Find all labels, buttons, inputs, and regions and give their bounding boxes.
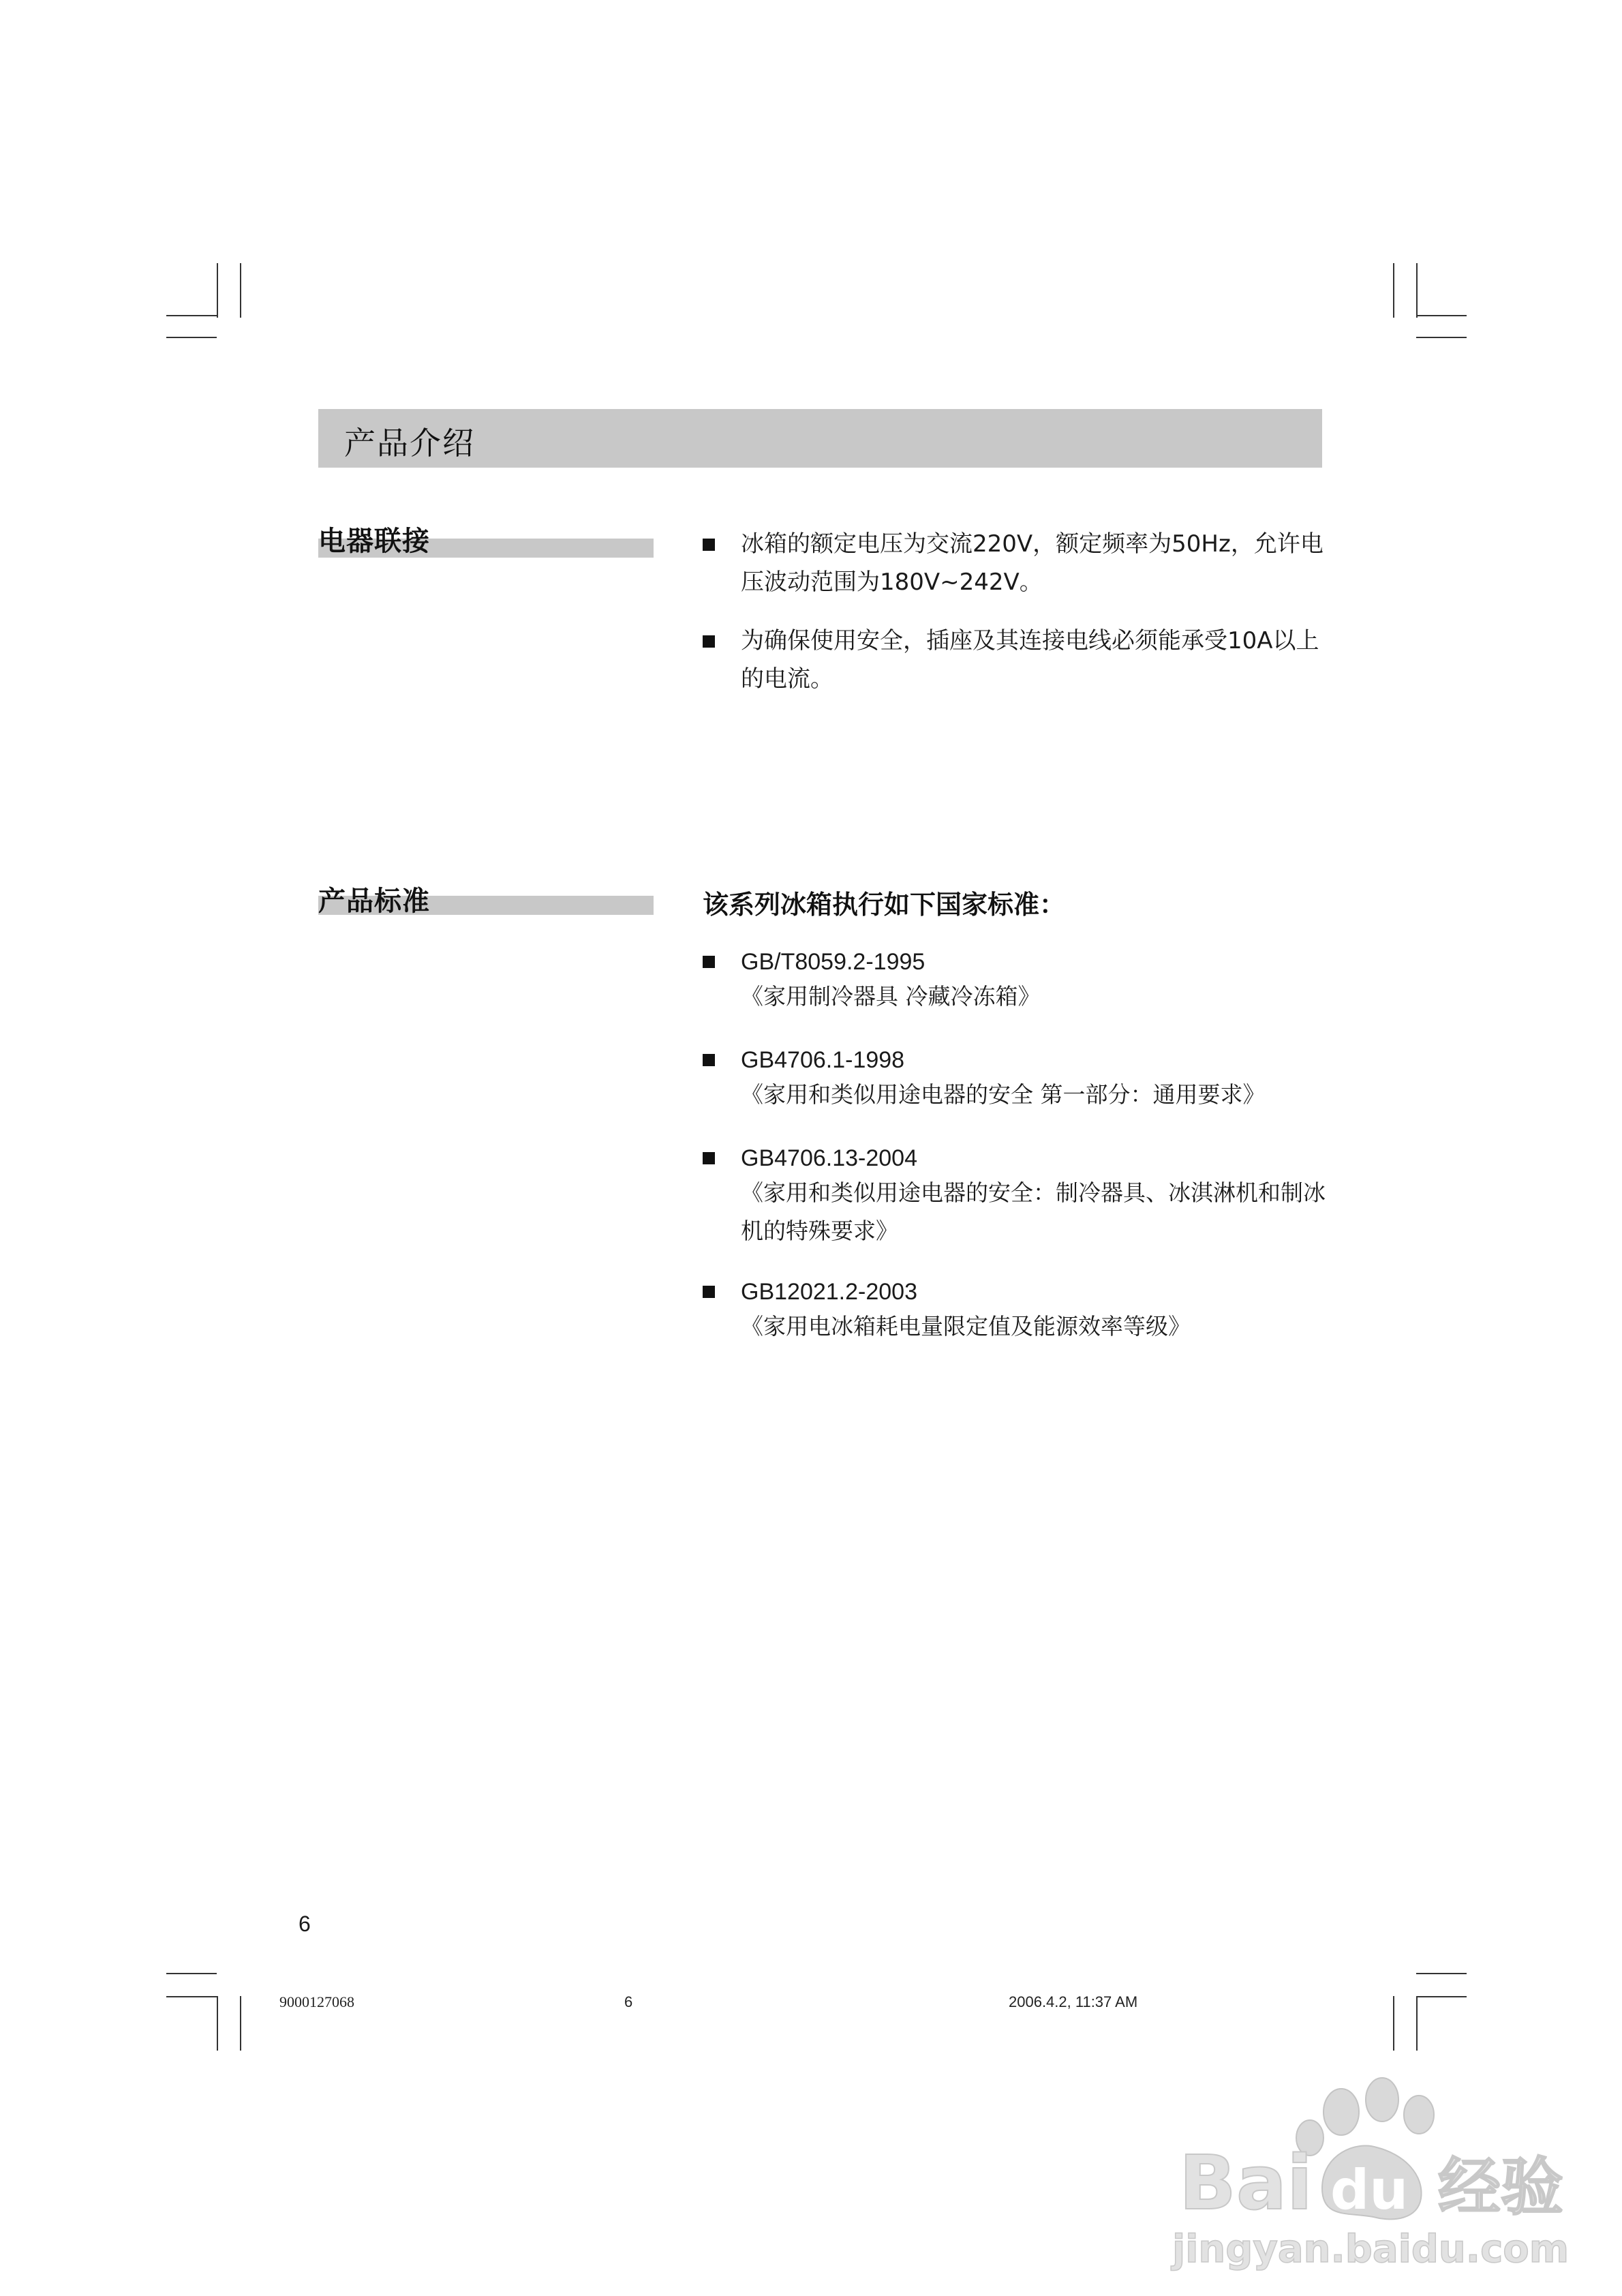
page-title-bar — [318, 409, 1322, 468]
crop-mark — [217, 1996, 218, 2051]
section-heading-electrical — [318, 519, 654, 560]
crop-mark — [1393, 263, 1394, 318]
bullet-icon — [703, 1286, 715, 1298]
standards-intro: 该系列冰箱执行如下国家标准： — [703, 890, 1066, 920]
crop-mark — [1393, 1996, 1394, 2051]
watermark-brand-cn: 经验 — [1438, 2151, 1564, 2224]
watermark-brand-suffix: du — [1330, 2158, 1409, 2222]
crop-mark — [1416, 1973, 1467, 1974]
standard-name: 《家用电冰箱耗电量限定值及能源效率等级》 — [741, 1313, 1191, 1340]
crop-mark — [240, 263, 241, 318]
section-heading-label: 电器联接 — [318, 526, 430, 557]
crop-mark — [1416, 1996, 1467, 1997]
crop-mark — [217, 263, 218, 318]
page-title: 产品介绍 — [344, 425, 475, 462]
standard-name: 《家用制冷器具 冷藏冷冻箱》 — [741, 983, 1041, 1010]
bullet-icon — [703, 635, 715, 648]
crop-mark — [166, 337, 217, 338]
standard-code: GB4706.13-2004 — [741, 1145, 917, 1171]
crop-mark — [166, 315, 217, 316]
section-heading-standards — [318, 879, 654, 920]
standard-name: 《家用和类似用途电器的安全：制冷器具、冰淇淋机和制冰机的特殊要求》 — [741, 1179, 1326, 1244]
electrical-item-1: 冰箱的额定电压为交流220V，额定频率为50Hz，允许电压波动范围为180V~242V。 — [741, 530, 1323, 596]
bullet-icon — [703, 1152, 715, 1164]
bullet-icon — [703, 956, 715, 968]
standard-name: 《家用和类似用途电器的安全 第一部分：通用要求》 — [741, 1081, 1266, 1108]
electrical-item-2: 为确保使用安全，插座及其连接电线必须能承受10A以上的电流。 — [741, 627, 1319, 693]
crop-mark — [1416, 263, 1418, 318]
bullet-icon — [703, 539, 715, 551]
crop-mark — [166, 1973, 217, 1974]
watermark-brand-latin: Bai — [1179, 2139, 1313, 2226]
watermark-url: jingyan.baidu.com — [1172, 2227, 1570, 2271]
bullet-icon — [703, 1054, 715, 1066]
standard-code: GB4706.1-1998 — [741, 1047, 905, 1073]
footer-doc-id: 9000127068 — [279, 1993, 354, 2010]
standard-code: GB12021.2-2003 — [741, 1279, 917, 1305]
footer-timestamp: 2006.4.2, 11:37 AM — [1009, 1993, 1138, 2010]
crop-mark — [1416, 1996, 1418, 2051]
page-number: 6 — [299, 1912, 311, 1936]
footer-page: 6 — [624, 1993, 633, 2010]
crop-mark — [240, 1996, 241, 2051]
standard-code: GB/T8059.2-1995 — [741, 949, 925, 975]
crop-mark — [166, 1996, 217, 1997]
crop-mark — [1416, 315, 1467, 316]
baidu-paw-logo-icon — [1152, 2072, 1588, 2277]
section-heading-label: 产品标准 — [318, 886, 430, 917]
baidu-jingyan-watermark — [1152, 2072, 1588, 2277]
crop-mark — [1416, 337, 1467, 338]
